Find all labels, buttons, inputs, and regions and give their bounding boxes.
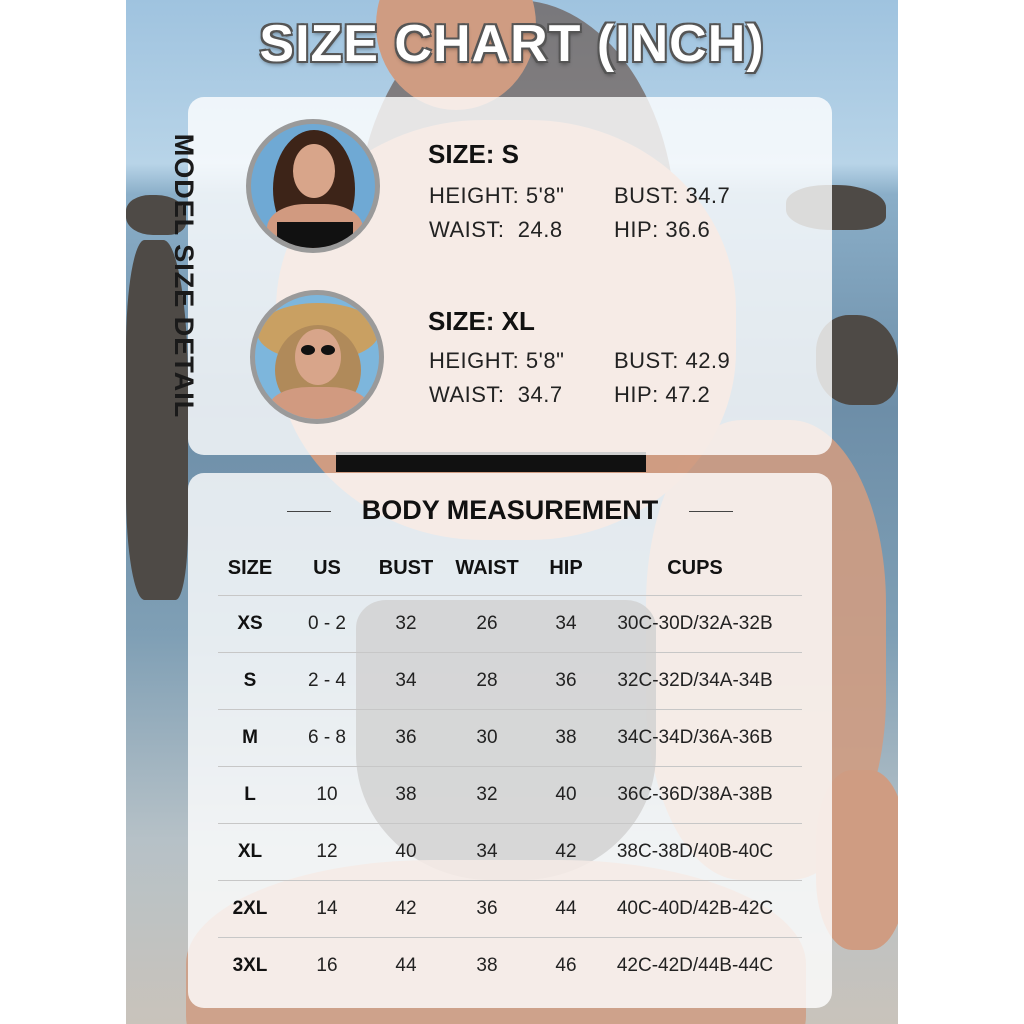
cell-us: 14: [316, 898, 338, 919]
model-xl-bust: BUST: 42.9: [614, 348, 731, 373]
cell-size: XL: [237, 841, 263, 862]
cell-us: 16: [316, 955, 338, 976]
model-s-size: SIZE: S: [428, 139, 520, 169]
cell-us: 10: [316, 784, 338, 805]
cell-waist: 26: [476, 613, 498, 634]
cell-waist: 34: [476, 841, 498, 862]
cell-waist: 36: [476, 898, 498, 919]
cell-cups: 38C-38D/40B-40C: [616, 841, 774, 862]
model-xl-waist: WAIST: 34.7: [429, 382, 563, 407]
cell-bust: 44: [395, 955, 417, 976]
page-title: SIZE CHART (INCH): [259, 15, 765, 73]
cell-waist: 28: [476, 670, 498, 691]
cell-size: XS: [237, 613, 263, 634]
model-s-waist: WAIST: 24.8: [429, 217, 563, 242]
cell-bust: 42: [395, 898, 417, 919]
cell-size: 3XL: [232, 955, 268, 976]
cell-us: 12: [316, 841, 338, 862]
header-cups: CUPS: [667, 557, 723, 579]
table-row: [218, 709, 802, 766]
model-s-height: HEIGHT: 5'8": [429, 183, 565, 208]
cell-size: S: [243, 670, 257, 691]
model-xl-height: HEIGHT: 5'8": [429, 348, 565, 373]
cell-bust: 34: [395, 670, 417, 691]
model-size-detail-label: MODEL SIZE DETAIL: [169, 133, 199, 419]
cell-us: 2 - 4: [307, 670, 347, 691]
cell-size: L: [244, 784, 256, 805]
table-row: [218, 937, 802, 994]
table-row: [218, 652, 802, 709]
cell-us: 0 - 2: [307, 613, 347, 634]
cell-waist: 38: [476, 955, 498, 976]
cell-size: 2XL: [232, 898, 268, 919]
cell-bust: 36: [395, 727, 417, 748]
table-row: [218, 766, 802, 823]
table-row: [218, 595, 802, 652]
cell-cups: 32C-32D/34A-34B: [617, 670, 773, 691]
cell-us: 6 - 8: [307, 727, 347, 748]
cell-bust: 40: [395, 841, 417, 862]
cell-waist: 32: [476, 784, 498, 805]
cell-hip: 46: [555, 955, 577, 976]
cell-bust: 32: [395, 613, 417, 634]
cell-size: M: [242, 727, 258, 748]
cell-cups: 40C-40D/42B-42C: [616, 898, 774, 919]
table-row: [218, 823, 802, 880]
cell-hip: 42: [555, 841, 577, 862]
header-waist: WAIST: [455, 557, 519, 579]
model-xl-hip: HIP: 47.2: [614, 382, 711, 407]
model-xl-avatar: [250, 290, 384, 424]
model-s-bust: BUST: 34.7: [614, 183, 731, 208]
model-s-avatar: [246, 119, 380, 253]
header-bust: BUST: [378, 557, 434, 579]
model-xl-size: SIZE: XL: [428, 306, 535, 336]
cell-cups: 42C-42D/44B-44C: [616, 955, 774, 976]
cell-hip: 38: [555, 727, 577, 748]
table-row: [218, 880, 802, 937]
cell-hip: 44: [555, 898, 577, 919]
cell-hip: 36: [555, 670, 577, 691]
header-size: SIZE: [227, 557, 273, 579]
model-s-hip: HIP: 36.6: [614, 217, 711, 242]
cell-hip: 40: [555, 784, 577, 805]
cell-waist: 30: [476, 727, 498, 748]
cell-bust: 38: [395, 784, 417, 805]
header-us: US: [313, 557, 341, 579]
cell-hip: 34: [555, 613, 577, 634]
cell-cups: 36C-36D/38A-38B: [617, 784, 773, 805]
header-hip: HIP: [549, 557, 583, 579]
cell-cups: 30C-30D/32A-32B: [617, 613, 773, 634]
body-measurement-title: BODY MEASUREMENT: [361, 495, 659, 525]
cell-cups: 34C-34D/36A-36B: [617, 727, 773, 748]
